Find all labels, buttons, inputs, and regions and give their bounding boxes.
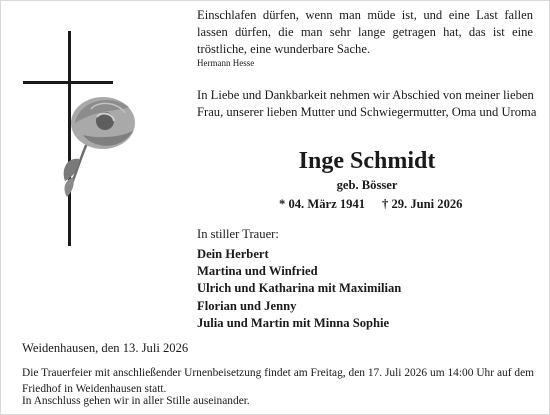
mourners-heading: In stiller Trauer: xyxy=(197,227,279,241)
mourner-item: Florian und Jenny xyxy=(197,298,297,313)
deceased-name: Inge Schmidt xyxy=(298,148,436,174)
rose-icon xyxy=(64,97,135,197)
death-date: † 29. Juni 2026 xyxy=(382,197,463,211)
farewell-intro: In Liebe und Dankbarkeit nehmen wir Abschied von meiner lieben Frau, unserer lieben Mutter und Schwiegermutter, Oma und Uroma xyxy=(197,88,537,120)
closing-note: In Anschluss gehen wir in aller Stille auseinander. xyxy=(22,395,250,407)
place-and-date: Weidenhausen, den 13. Juli 2026 xyxy=(22,341,189,355)
birth-date: * 04. März 1941 xyxy=(279,197,366,211)
mourners-list xyxy=(197,246,401,332)
quote-text: Einschlafen dürfen, wenn man müde ist, und eine Last fallen lassen dürfen, die man sehr lange getragen hat, das ist eine tröstliche, eine wunderbare Sache. xyxy=(197,8,533,57)
service-info: Die Trauerfeier mit anschließender Urnenbeisetzung findet am Freitag, den 17. Juli 2026 um 14:00 Uhr auf dem Friedhof in Weidenhausen statt. xyxy=(22,367,534,395)
maiden-name: geb. Bösser xyxy=(336,178,398,192)
mourner-item: Julia und Martin mit Minna Sophie xyxy=(197,315,390,330)
mourner-item: Martina und Winfried xyxy=(197,264,318,279)
mourner-item: Dein Herbert xyxy=(197,247,269,261)
cross-and-rose-emblem xyxy=(21,31,151,246)
mourner-item: Ulrich und Katharina mit Maximilian xyxy=(197,281,402,296)
quote-author: Hermann Hesse xyxy=(197,58,255,68)
